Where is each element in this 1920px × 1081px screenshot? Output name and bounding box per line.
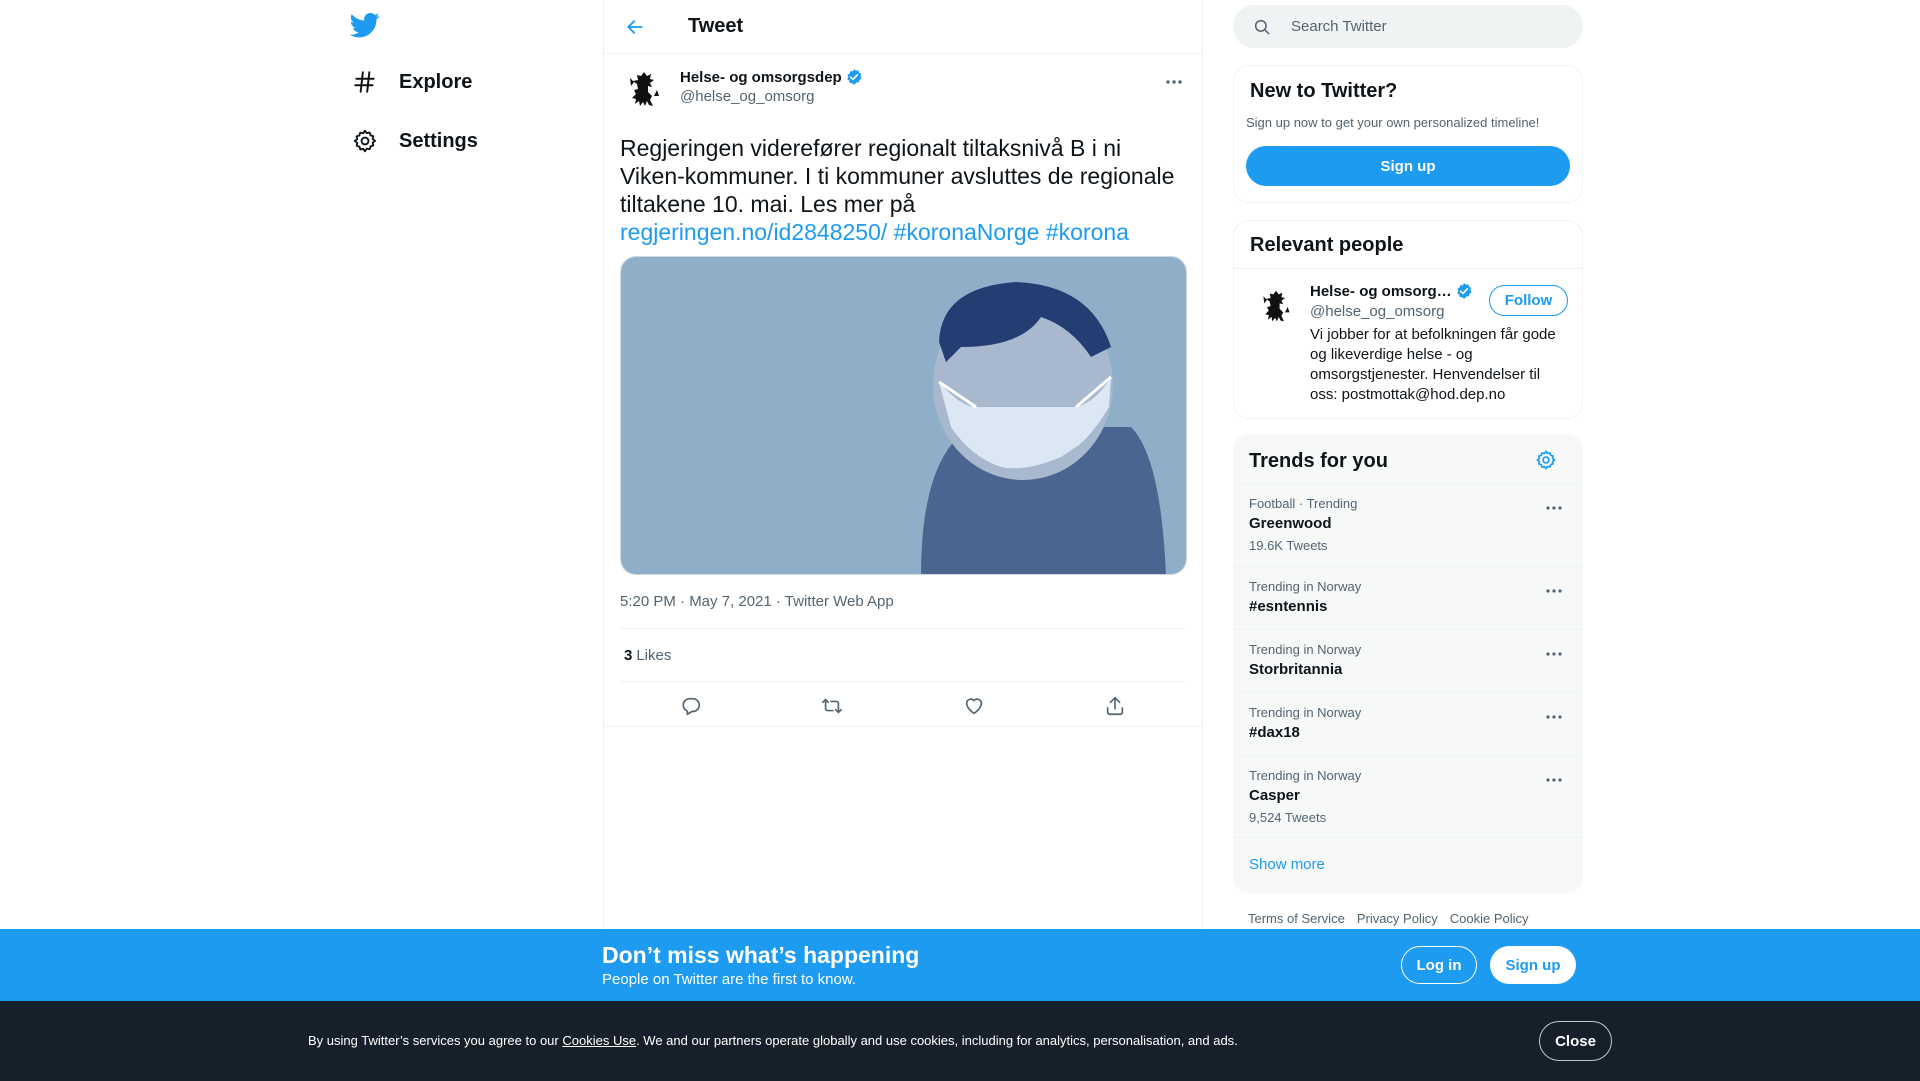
hashtag-link[interactable]: #korona <box>1045 219 1129 245</box>
search-icon <box>1253 18 1271 36</box>
gear-icon <box>1535 449 1557 471</box>
tweet-timestamp <box>620 593 1186 629</box>
likes-count: 3 <box>624 646 633 664</box>
terms-link[interactable]: Terms of Service <box>1248 911 1345 926</box>
person-bio: Vi jobber for at befolkningen får gode og likeverdige helse - og omsorgstjenester. Henvendelser til oss: postmottak@hod.dep.no <box>1310 326 1556 403</box>
trend-meta: Trending in Norway <box>1249 768 1362 783</box>
author-handle[interactable]: @helse_og_omsorg <box>680 88 815 105</box>
trend-more-button[interactable] <box>1543 707 1565 727</box>
tweet-image[interactable] <box>620 256 1187 575</box>
tweet-text <box>620 134 1186 246</box>
trend-name: Casper <box>1249 787 1300 804</box>
verified-badge-icon <box>1455 282 1473 300</box>
hashtag-icon <box>352 69 378 95</box>
trend-item[interactable] <box>1233 566 1583 629</box>
cookie-bar <box>0 1001 1920 1081</box>
trend-meta: Trending in Norway <box>1249 579 1362 594</box>
share-button[interactable] <box>1098 689 1132 723</box>
cookies-use-link[interactable]: Cookies Use <box>562 1033 637 1048</box>
trends-card <box>1233 434 1583 893</box>
trend-name: Greenwood <box>1249 515 1332 532</box>
main-column <box>603 0 1203 1081</box>
share-icon <box>1104 695 1126 717</box>
search-input[interactable] <box>1291 18 1561 35</box>
arrow-left-icon <box>625 17 645 37</box>
trend-count: 19.6K Tweets <box>1249 538 1328 553</box>
likes-label: Likes <box>636 646 672 664</box>
card-title: Relevant people <box>1250 234 1404 256</box>
log-in-button[interactable]: Log in <box>1401 946 1477 984</box>
trend-name: Storbritannia <box>1249 661 1343 678</box>
trend-more-button[interactable] <box>1543 770 1565 790</box>
cookie-prefix: By using Twitter’s services you agree to our <box>308 1033 563 1048</box>
banner-subtitle: People on Twitter are the first to know. <box>602 971 857 988</box>
signup-banner <box>0 929 1920 1001</box>
trend-count: 9,524 Tweets <box>1249 810 1327 825</box>
card-title: Trends for you <box>1249 450 1388 472</box>
ellipsis-icon <box>1546 589 1562 593</box>
show-more-link[interactable]: Show more <box>1249 856 1325 873</box>
sign-up-button[interactable]: Sign up <box>1246 146 1570 186</box>
cookie-policy-link[interactable]: Cookie Policy <box>1449 911 1529 926</box>
tweet <box>604 54 1202 730</box>
timestamp-text[interactable]: 5:20 PM · May 7, 2021 · Twitter Web App <box>620 593 894 610</box>
tweet-actions <box>620 682 1186 730</box>
twitter-bird-icon[interactable] <box>350 10 382 42</box>
tweet-body: Regjeringen viderefører regionalt tiltaksnivå B i ni Viken-kommuner. I ti kommuner avsluttes de regionale tiltakene 10. mai. Les mer på <box>620 135 1175 217</box>
person-name-row[interactable] <box>1310 282 1473 300</box>
verified-badge-icon <box>845 68 863 86</box>
reply-icon <box>680 695 702 717</box>
close-button[interactable]: Close <box>1539 1021 1612 1061</box>
person-name: Helse- og omsorg… <box>1310 282 1452 300</box>
more-options-button[interactable] <box>1162 70 1186 94</box>
nav-settings[interactable] <box>352 119 478 163</box>
ellipsis-icon <box>1546 506 1562 510</box>
trend-name: #esntennis <box>1249 598 1328 615</box>
trend-meta: Trending in Norway <box>1249 642 1362 657</box>
nav-explore[interactable] <box>352 60 472 104</box>
trends-settings-button[interactable] <box>1535 449 1557 471</box>
trend-item[interactable] <box>1233 483 1583 566</box>
like-icon <box>963 695 985 717</box>
footer-links <box>1248 911 1529 926</box>
person-item[interactable] <box>1234 269 1584 419</box>
like-button[interactable] <box>957 689 991 723</box>
person-handle[interactable]: @helse_og_omsorg <box>1310 303 1445 320</box>
ellipsis-icon <box>1546 652 1562 656</box>
avatar[interactable] <box>620 66 668 114</box>
ellipsis-icon <box>1546 778 1562 782</box>
hashtag-link[interactable]: #koronaNorge <box>893 219 1040 245</box>
likes-row[interactable] <box>620 629 1186 682</box>
mask-illustration <box>621 257 1187 575</box>
relevant-people-card <box>1233 220 1583 419</box>
back-button[interactable] <box>618 10 652 44</box>
banner-title: Don’t miss what’s happening <box>602 942 920 968</box>
gear-icon <box>352 128 378 154</box>
author-name-row[interactable] <box>680 68 863 86</box>
trend-item[interactable] <box>1233 629 1583 692</box>
trend-item[interactable] <box>1233 755 1583 838</box>
retweet-button[interactable] <box>815 689 849 723</box>
divider <box>604 726 1202 727</box>
trend-meta: Football · Trending <box>1249 496 1358 511</box>
trend-name: #dax18 <box>1249 724 1300 741</box>
trend-item[interactable] <box>1233 692 1583 755</box>
new-to-twitter-card <box>1233 65 1583 203</box>
trend-meta: Trending in Norway <box>1249 705 1362 720</box>
tweet-header <box>620 66 1186 122</box>
retweet-icon <box>821 695 843 717</box>
trend-more-button[interactable] <box>1543 644 1565 664</box>
card-title: New to Twitter? <box>1250 80 1398 102</box>
page-title: Tweet <box>688 15 744 37</box>
author-name: Helse- og omsorgsdep <box>680 68 842 86</box>
ellipsis-icon <box>1165 79 1183 85</box>
cookie-suffix: . We and our partners operate globally and use cookies, including for analytics, personalisation, and ads. <box>636 1033 1238 1048</box>
author-info <box>680 66 863 105</box>
avatar[interactable] <box>1252 283 1300 331</box>
cookie-notice <box>308 1033 1238 1048</box>
card-subtitle: Sign up now to get your own personalized timeline! <box>1246 115 1540 130</box>
follow-button[interactable]: Follow <box>1489 285 1568 316</box>
nav-label: Settings <box>399 129 478 152</box>
privacy-link[interactable]: Privacy Policy <box>1356 911 1438 926</box>
ellipsis-icon <box>1546 715 1562 719</box>
trend-more-button[interactable] <box>1543 498 1565 518</box>
tweet-url-link[interactable]: regjeringen.no/id2848250/ <box>620 219 888 245</box>
nav-label: Explore <box>399 70 473 93</box>
sign-up-button[interactable]: Sign up <box>1490 946 1576 984</box>
page-header <box>604 0 1202 54</box>
trend-more-button[interactable] <box>1543 581 1565 601</box>
reply-button[interactable] <box>674 689 708 723</box>
search-box[interactable] <box>1233 5 1583 48</box>
